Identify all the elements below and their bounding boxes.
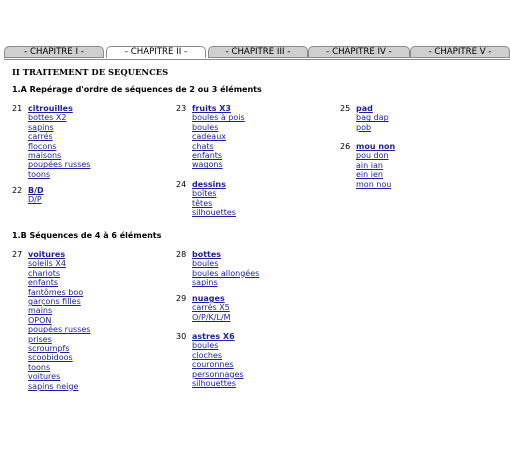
entry-heading-link[interactable]: nuages: [192, 294, 225, 303]
exercise-link[interactable]: carrés X5: [192, 303, 230, 313]
exercise-link[interactable]: garçons filles: [28, 297, 81, 307]
page-title: II TRAITEMENT DE SEQUENCES: [12, 67, 169, 77]
exercise-link[interactable]: chariots: [28, 268, 61, 278]
exercise-link[interactable]: bag dap: [356, 113, 389, 123]
entry-body: [192, 180, 236, 218]
exercise-link[interactable]: voitures: [28, 372, 61, 382]
entry-number: 21: [12, 104, 23, 113]
exercise-link[interactable]: poupées russes: [28, 325, 91, 335]
exercise-link[interactable]: sapins: [28, 122, 54, 132]
entry-heading-link[interactable]: B/D: [28, 186, 44, 195]
exercise-link[interactable]: D/P: [28, 195, 42, 205]
entry-number: 30: [176, 332, 187, 341]
entry-heading-link[interactable]: voitures: [28, 250, 66, 259]
exercise-link[interactable]: sapins: [192, 278, 218, 288]
exercise-link[interactable]: fantômes boo: [28, 287, 84, 297]
entry-body: [356, 104, 389, 132]
exercise-link[interactable]: boules à pois: [192, 113, 245, 123]
exercise-link[interactable]: OPON: [28, 315, 52, 325]
tab-chapitre-4[interactable]: - CHAPITRE IV -: [308, 46, 410, 58]
exercise-link[interactable]: O/P/K/L/M: [192, 312, 231, 322]
section-title-1b: 1.B Séquences de 4 à 6 éléments: [12, 231, 162, 240]
exercise-link[interactable]: wagons: [192, 160, 223, 170]
entry-heading-link[interactable]: mou non: [356, 142, 396, 151]
exercise-link[interactable]: bottes X2: [28, 113, 67, 123]
exercise-link[interactable]: poupées russes: [28, 160, 91, 170]
section-title-1a: 1.A Repérage d'ordre de séquences de 2 ou 3 éléments: [12, 85, 262, 94]
exercise-link[interactable]: personnages: [192, 369, 244, 379]
entry-number: 28: [176, 250, 187, 259]
tab-chapitre-5[interactable]: - CHAPITRE V -: [410, 46, 510, 58]
exercise-link[interactable]: scoobidoos: [28, 353, 73, 363]
entry-number: 22: [12, 186, 23, 195]
exercise-link[interactable]: pou don: [356, 151, 389, 161]
entry-body: [356, 142, 395, 189]
entry-body: [192, 294, 231, 322]
entry-number: 25: [340, 104, 351, 113]
chapter-tabs: [4, 46, 510, 59]
entry-body: [192, 332, 244, 388]
entry-heading-link[interactable]: astres X6: [192, 332, 235, 341]
entry-number: 29: [176, 294, 187, 303]
exercise-link[interactable]: ein ien: [356, 170, 383, 180]
tab-chapitre-1[interactable]: - CHAPITRE I -: [4, 46, 104, 58]
entry-number: 27: [12, 250, 23, 259]
exercise-link[interactable]: cadeaux: [192, 132, 227, 142]
exercise-link[interactable]: carrés: [28, 132, 53, 142]
exercise-link[interactable]: boîtes: [192, 189, 217, 199]
exercise-link[interactable]: mains: [28, 306, 53, 316]
exercise-link[interactable]: silhouettes: [192, 379, 236, 389]
tab-chapitre-2[interactable]: - CHAPITRE II -: [106, 46, 206, 58]
exercise-link[interactable]: prises: [28, 334, 52, 344]
entry-body: [192, 104, 245, 170]
exercise-link[interactable]: boules allongées: [192, 268, 260, 278]
entry-heading-link[interactable]: citrouilles: [28, 104, 73, 113]
exercise-link[interactable]: flocons: [28, 141, 57, 151]
exercise-link[interactable]: scroumpfs: [28, 344, 70, 354]
entry-heading-link[interactable]: pad: [356, 104, 373, 113]
exercise-link[interactable]: couronnes: [192, 360, 234, 370]
entry-number: 23: [176, 104, 187, 113]
exercise-link[interactable]: cloches: [192, 350, 223, 360]
exercise-link[interactable]: boules: [192, 259, 219, 269]
exercise-link[interactable]: sapins neige: [28, 381, 79, 391]
exercise-link[interactable]: pob: [356, 122, 372, 132]
entry-body: [28, 186, 44, 205]
exercise-link[interactable]: enfants: [192, 151, 223, 161]
entry-number: 24: [176, 180, 187, 189]
exercise-link[interactable]: boules: [192, 341, 219, 351]
tab-underline: [4, 59, 510, 60]
exercise-link[interactable]: enfants: [28, 278, 59, 288]
entry-body: [28, 250, 90, 391]
entry-number: 26: [340, 142, 351, 151]
exercise-link[interactable]: toons: [28, 169, 51, 179]
exercise-link[interactable]: mon nou: [356, 179, 392, 189]
exercise-link[interactable]: chats: [192, 141, 214, 151]
exercise-link[interactable]: ain ian: [356, 160, 383, 170]
exercise-link[interactable]: têtes: [192, 198, 213, 208]
exercise-link[interactable]: soleils X4: [28, 259, 66, 269]
exercise-link[interactable]: maisons: [28, 151, 62, 161]
exercise-link[interactable]: toons: [28, 362, 51, 372]
entry-body: [28, 104, 90, 179]
entry-body: [192, 250, 259, 288]
exercise-link[interactable]: boules: [192, 122, 219, 132]
entry-heading-link[interactable]: fruits X3: [192, 104, 231, 113]
tab-chapitre-3[interactable]: - CHAPITRE III -: [208, 46, 308, 58]
exercise-link[interactable]: silhouettes: [192, 208, 236, 218]
entry-heading-link[interactable]: dessins: [192, 180, 226, 189]
entry-heading-link[interactable]: bottes: [192, 250, 222, 259]
